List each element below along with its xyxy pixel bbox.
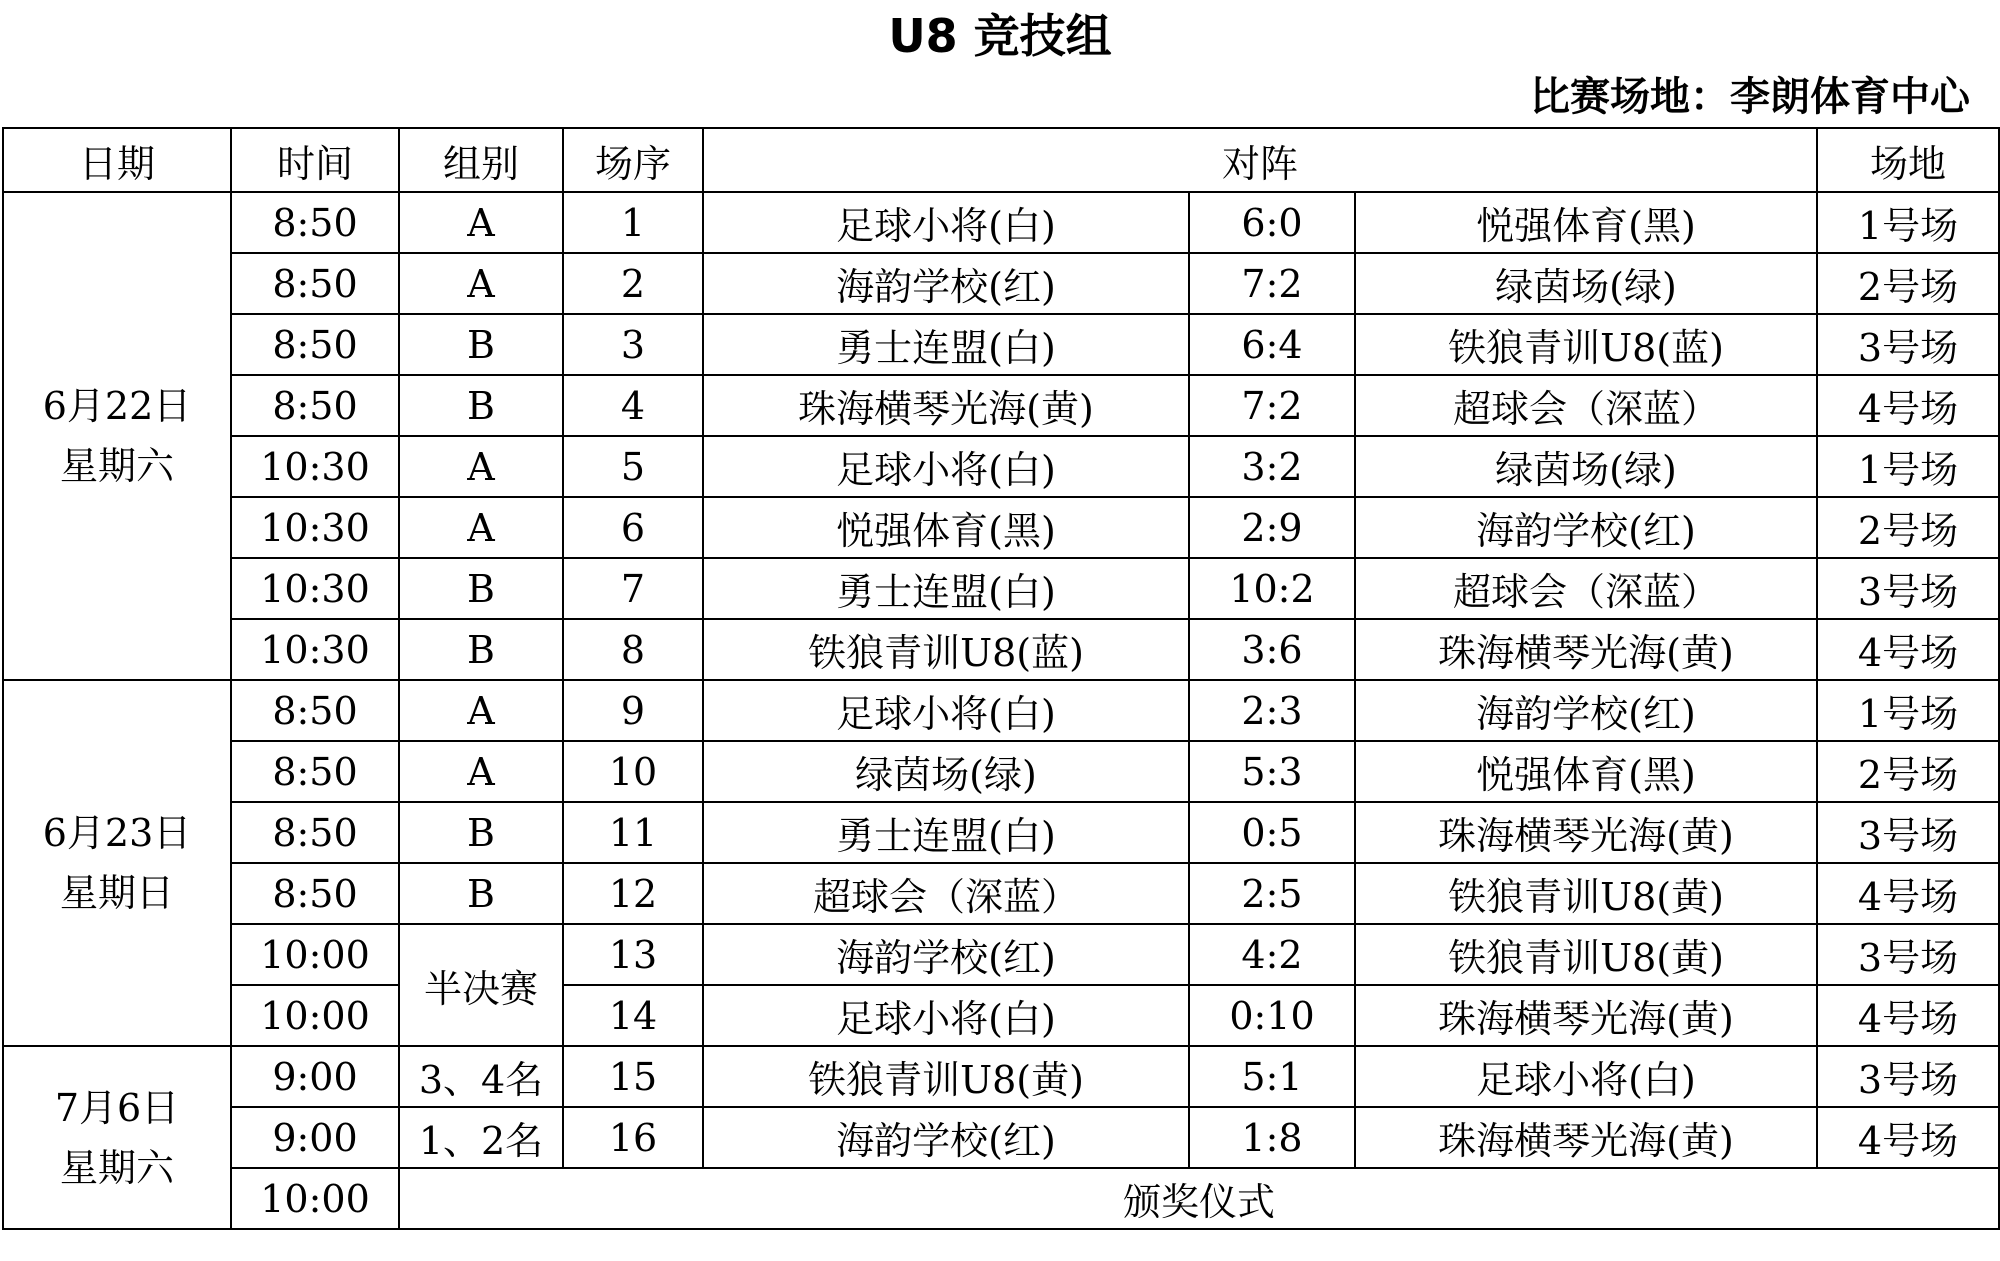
time-cell: 10:30 [231, 619, 399, 680]
group-cell: B [399, 375, 563, 436]
table-row [3, 314, 1999, 375]
time-cell: 8:50 [231, 680, 399, 741]
away-team-cell: 珠海横琴光海(黄) [1355, 985, 1817, 1046]
score-cell: 10:2 [1189, 558, 1355, 619]
time-cell: 8:50 [231, 863, 399, 924]
time-cell: 8:50 [231, 802, 399, 863]
weekday-text: 星期日 [59, 871, 174, 915]
order-cell: 13 [563, 924, 703, 985]
venue-label: 比赛场地：李朗体育中心 [1530, 74, 1970, 120]
field-cell: 3号场 [1817, 924, 1999, 985]
score-cell: 2:5 [1189, 863, 1355, 924]
header-matchup: 对阵 [703, 128, 1817, 192]
date-cell-day-2 [3, 680, 231, 1046]
time-cell: 10:00 [231, 985, 399, 1046]
score-cell: 5:3 [1189, 741, 1355, 802]
home-team-cell: 足球小将(白) [703, 436, 1189, 497]
field-cell: 2号场 [1817, 497, 1999, 558]
header-field: 场地 [1817, 128, 1999, 192]
group-cell: 3、4名 [399, 1046, 563, 1107]
time-cell: 8:50 [231, 192, 399, 253]
score-cell: 6:4 [1189, 314, 1355, 375]
table-row [3, 192, 1999, 253]
score-cell: 5:1 [1189, 1046, 1355, 1107]
header-time: 时间 [231, 128, 399, 192]
field-cell: 3号场 [1817, 314, 1999, 375]
table-row [3, 985, 1999, 1046]
home-team-cell: 勇士连盟(白) [703, 802, 1189, 863]
page-title: U8 竞技组 [888, 9, 1112, 63]
header-date: 日期 [3, 128, 231, 192]
header-row [3, 128, 1999, 192]
table-row [3, 802, 1999, 863]
field-cell: 3号场 [1817, 1046, 1999, 1107]
field-cell: 4号场 [1817, 375, 1999, 436]
score-cell: 0:5 [1189, 802, 1355, 863]
home-team-cell: 海韵学校(红) [703, 253, 1189, 314]
score-cell: 7:2 [1189, 375, 1355, 436]
field-cell: 4号场 [1817, 619, 1999, 680]
date-text: 6月23日 [42, 811, 192, 855]
home-team-cell: 铁狼青训U8(黄) [703, 1046, 1189, 1107]
table-row [3, 680, 1999, 741]
weekday-text: 星期六 [59, 444, 174, 488]
table-row [3, 924, 1999, 985]
field-cell: 1号场 [1817, 436, 1999, 497]
table-row [3, 863, 1999, 924]
field-cell: 4号场 [1817, 1107, 1999, 1168]
date-text: 6月22日 [42, 384, 192, 428]
home-team-cell: 勇士连盟(白) [703, 314, 1189, 375]
time-cell: 10:00 [231, 1168, 399, 1229]
order-cell: 5 [563, 436, 703, 497]
home-team-cell: 绿茵场(绿) [703, 741, 1189, 802]
order-cell: 1 [563, 192, 703, 253]
order-cell: 6 [563, 497, 703, 558]
home-team-cell: 海韵学校(红) [703, 924, 1189, 985]
header-order: 场序 [563, 128, 703, 192]
home-team-cell: 勇士连盟(白) [703, 558, 1189, 619]
time-cell: 8:50 [231, 741, 399, 802]
order-cell: 10 [563, 741, 703, 802]
field-cell: 1号场 [1817, 192, 1999, 253]
field-cell: 4号场 [1817, 985, 1999, 1046]
away-team-cell: 铁狼青训U8(黄) [1355, 924, 1817, 985]
home-team-cell: 足球小将(白) [703, 680, 1189, 741]
group-cell: A [399, 741, 563, 802]
time-cell: 9:00 [231, 1107, 399, 1168]
away-team-cell: 海韵学校(红) [1355, 680, 1817, 741]
time-cell: 9:00 [231, 1046, 399, 1107]
group-cell: B [399, 619, 563, 680]
table-row [3, 497, 1999, 558]
order-cell: 4 [563, 375, 703, 436]
table-row [3, 436, 1999, 497]
order-cell: 7 [563, 558, 703, 619]
table-row [3, 253, 1999, 314]
away-team-cell: 超球会（深蓝） [1355, 558, 1817, 619]
group-cell: 1、2名 [399, 1107, 563, 1168]
group-cell: A [399, 497, 563, 558]
home-team-cell: 足球小将(白) [703, 192, 1189, 253]
group-cell: B [399, 558, 563, 619]
table-row [3, 375, 1999, 436]
table-row [3, 1107, 1999, 1168]
field-cell: 3号场 [1817, 558, 1999, 619]
away-team-cell: 珠海横琴光海(黄) [1355, 802, 1817, 863]
time-cell: 10:30 [231, 436, 399, 497]
group-cell: A [399, 253, 563, 314]
score-cell: 6:0 [1189, 192, 1355, 253]
field-cell: 2号场 [1817, 253, 1999, 314]
order-cell: 3 [563, 314, 703, 375]
home-team-cell: 悦强体育(黑) [703, 497, 1189, 558]
group-cell: A [399, 680, 563, 741]
order-cell: 12 [563, 863, 703, 924]
score-cell: 3:6 [1189, 619, 1355, 680]
group-cell: B [399, 802, 563, 863]
away-team-cell: 悦强体育(黑) [1355, 192, 1817, 253]
group-cell: A [399, 436, 563, 497]
score-cell: 7:2 [1189, 253, 1355, 314]
away-team-cell: 足球小将(白) [1355, 1046, 1817, 1107]
date-cell-day-3 [3, 1046, 231, 1229]
table-row [3, 619, 1999, 680]
away-team-cell: 铁狼青训U8(蓝) [1355, 314, 1817, 375]
order-cell: 9 [563, 680, 703, 741]
away-team-cell: 珠海横琴光海(黄) [1355, 1107, 1817, 1168]
score-cell: 3:2 [1189, 436, 1355, 497]
field-cell: 4号场 [1817, 863, 1999, 924]
date-cell-day-1 [3, 192, 231, 680]
time-cell: 10:30 [231, 497, 399, 558]
away-team-cell: 悦强体育(黑) [1355, 741, 1817, 802]
time-cell: 8:50 [231, 314, 399, 375]
order-cell: 15 [563, 1046, 703, 1107]
score-cell: 0:10 [1189, 985, 1355, 1046]
ceremony-row [3, 1168, 1999, 1229]
date-text: 7月6日 [54, 1085, 180, 1130]
time-cell: 10:00 [231, 924, 399, 985]
order-cell: 16 [563, 1107, 703, 1168]
away-team-cell: 海韵学校(红) [1355, 497, 1817, 558]
table-row [3, 558, 1999, 619]
away-team-cell: 绿茵场(绿) [1355, 436, 1817, 497]
away-team-cell: 珠海横琴光海(黄) [1355, 619, 1817, 680]
score-cell: 2:3 [1189, 680, 1355, 741]
away-team-cell: 绿茵场(绿) [1355, 253, 1817, 314]
away-team-cell: 铁狼青训U8(黄) [1355, 863, 1817, 924]
group-cell: A [399, 192, 563, 253]
group-cell: B [399, 863, 563, 924]
order-cell: 14 [563, 985, 703, 1046]
home-team-cell: 珠海横琴光海(黄) [703, 375, 1189, 436]
home-team-cell: 超球会（深蓝） [703, 863, 1189, 924]
table-row [3, 741, 1999, 802]
table-row [3, 1046, 1999, 1107]
schedule-table [2, 127, 2000, 1230]
group-cell: B [399, 314, 563, 375]
score-cell: 4:2 [1189, 924, 1355, 985]
home-team-cell: 海韵学校(红) [703, 1107, 1189, 1168]
header-group: 组别 [399, 128, 563, 192]
group-cell-semifinal: 半决赛 [399, 924, 563, 1046]
field-cell: 1号场 [1817, 680, 1999, 741]
score-cell: 1:8 [1189, 1107, 1355, 1168]
home-team-cell: 铁狼青训U8(蓝) [703, 619, 1189, 680]
weekday-text: 星期六 [59, 1145, 174, 1190]
field-cell: 2号场 [1817, 741, 1999, 802]
time-cell: 8:50 [231, 253, 399, 314]
score-cell: 2:9 [1189, 497, 1355, 558]
time-cell: 10:30 [231, 558, 399, 619]
home-team-cell: 足球小将(白) [703, 985, 1189, 1046]
away-team-cell: 超球会（深蓝） [1355, 375, 1817, 436]
ceremony-cell: 颁奖仪式 [399, 1168, 1999, 1229]
time-cell: 8:50 [231, 375, 399, 436]
order-cell: 11 [563, 802, 703, 863]
field-cell: 3号场 [1817, 802, 1999, 863]
order-cell: 8 [563, 619, 703, 680]
order-cell: 2 [563, 253, 703, 314]
